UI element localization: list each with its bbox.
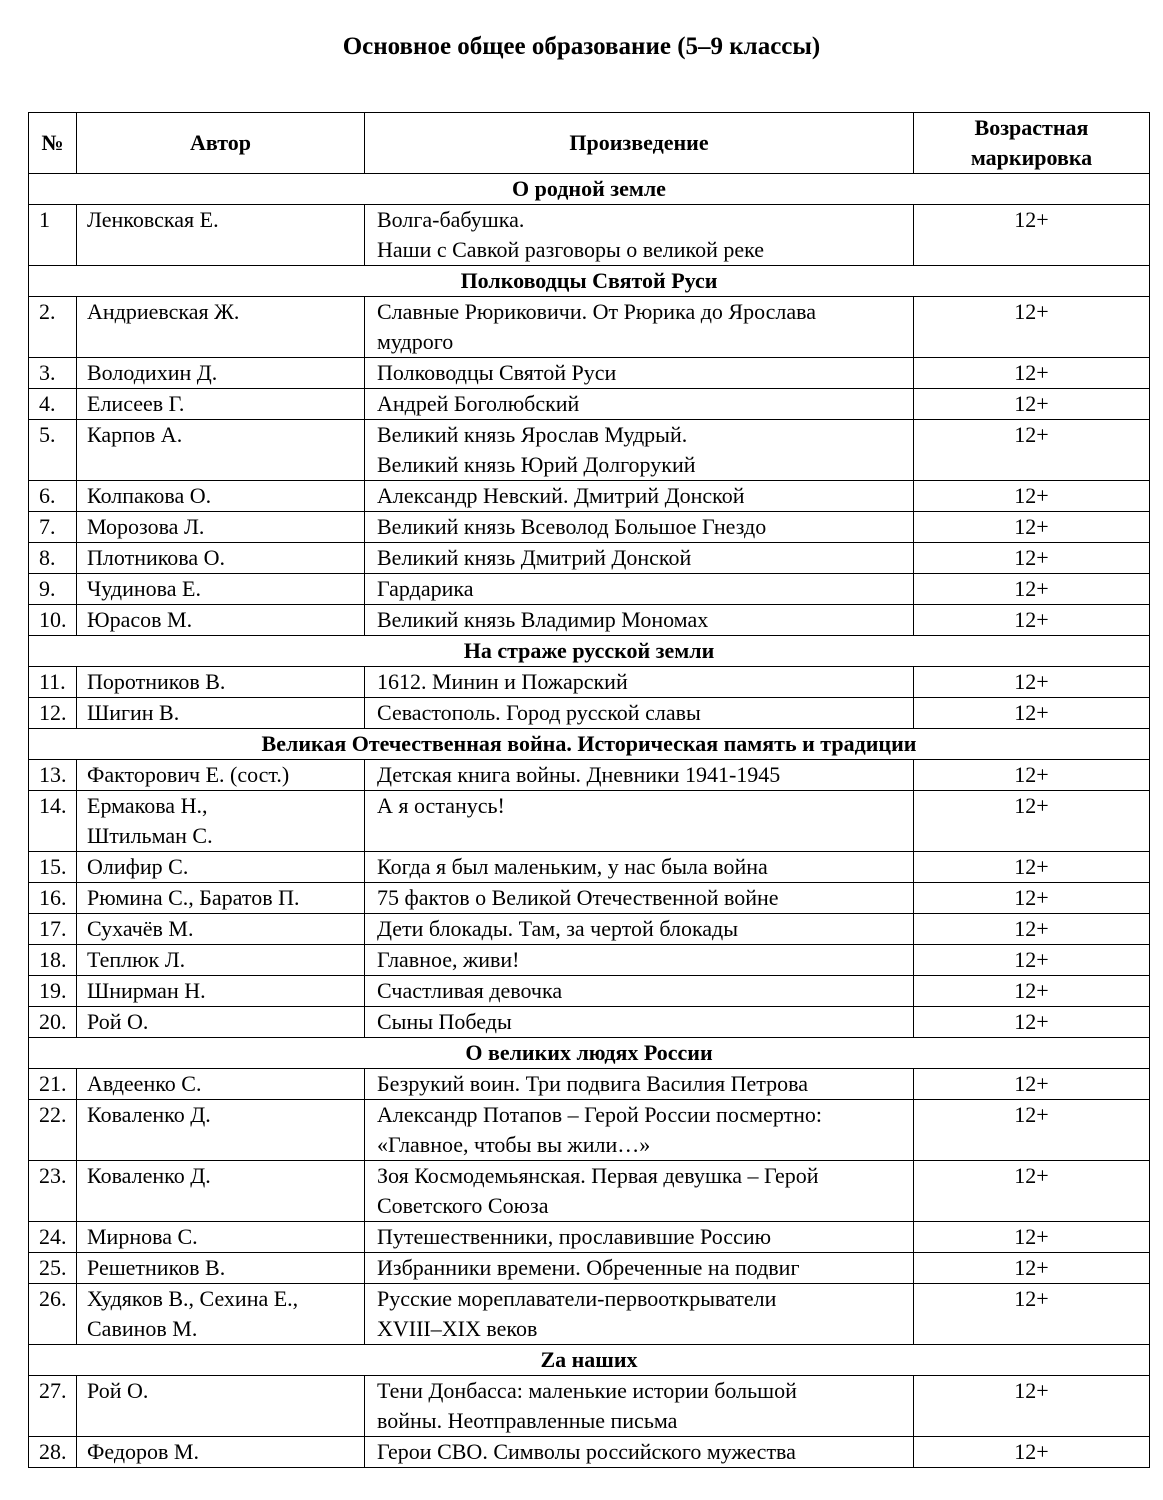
author-line: Авдеенко С. [87,1071,202,1096]
work-cell [365,976,914,1007]
work-line: мудрого [377,329,454,354]
row-number: 19. [29,976,77,1007]
author-line: Морозова Л. [87,514,205,539]
table-row [29,791,1150,852]
table-row [29,945,1150,976]
section-header-row [29,1345,1150,1376]
table-row [29,1069,1150,1100]
work-cell [365,1284,914,1345]
work-line: Главное, живи! [377,947,520,972]
work-line: 1612. Минин и Пожарский [377,669,628,694]
author-line: Коваленко Д. [87,1102,211,1127]
work-line: Севастополь. Город русской славы [377,700,701,725]
age-rating: 12+ [914,945,1150,976]
age-rating: 12+ [914,1007,1150,1038]
author-cell [77,914,365,945]
row-number: 24. [29,1222,77,1253]
work-line: Русские мореплаватели-первооткрыватели [377,1286,777,1311]
work-line: Великий князь Всеволод Большое Гнездо [377,514,767,539]
author-cell [77,852,365,883]
table-row [29,420,1150,481]
author-cell [77,574,365,605]
author-line: Чудинова Е. [87,576,201,601]
work-cell [365,389,914,420]
age-rating: 12+ [914,605,1150,636]
author-line: Худяков В., Сехина Е., [87,1286,299,1311]
work-cell [365,574,914,605]
work-cell [365,512,914,543]
column-header-author: Автор [77,113,365,174]
author-line: Решетников В. [87,1255,226,1280]
age-rating: 12+ [914,698,1150,729]
row-number: 17. [29,914,77,945]
row-number: 1 [29,205,77,266]
age-rating: 12+ [914,976,1150,1007]
work-cell [365,1376,914,1437]
table-row [29,297,1150,358]
age-rating: 12+ [914,543,1150,574]
work-cell [365,1069,914,1100]
work-cell [365,205,914,266]
section-header-row [29,729,1150,760]
table-header-row [29,113,1150,174]
age-rating: 12+ [914,1100,1150,1161]
work-cell [365,1437,914,1468]
author-cell [77,420,365,481]
author-cell [77,1100,365,1161]
row-number: 13. [29,760,77,791]
work-cell [365,481,914,512]
table-row [29,574,1150,605]
section-title: О родной земле [29,174,1150,205]
work-cell [365,791,914,852]
author-line: Рой О. [87,1009,149,1034]
author-line: Теплюк Л. [87,947,186,972]
work-cell [365,1007,914,1038]
table-row [29,976,1150,1007]
table-row [29,389,1150,420]
table-row [29,698,1150,729]
age-rating: 12+ [914,205,1150,266]
author-cell [77,945,365,976]
row-number: 7. [29,512,77,543]
work-line: Гардарика [377,576,474,601]
work-cell [365,1100,914,1161]
author-line: Андриевская Ж. [87,299,240,324]
age-rating: 12+ [914,297,1150,358]
author-cell [77,883,365,914]
table-row [29,543,1150,574]
row-number: 20. [29,1007,77,1038]
author-line: Факторович Е. (сост.) [87,762,290,787]
row-number: 4. [29,389,77,420]
work-line: Волга-бабушка. [377,207,525,232]
author-line: Мирнова С. [87,1224,198,1249]
work-line: 75 фактов о Великой Отечественной войне [377,885,779,910]
work-line: Великий князь Владимир Мономах [377,607,709,632]
age-rating: 12+ [914,1161,1150,1222]
age-rating: 12+ [914,883,1150,914]
table-row [29,1253,1150,1284]
section-title: Zа наших [29,1345,1150,1376]
author-line: Шигин В. [87,700,180,725]
author-cell [77,667,365,698]
author-line: Шнирман Н. [87,978,206,1003]
work-line: войны. Неотправленные письма [377,1408,678,1433]
section-header-row [29,266,1150,297]
row-number: 9. [29,574,77,605]
age-rating: 12+ [914,1376,1150,1437]
table-row [29,1007,1150,1038]
table-row [29,1437,1150,1468]
work-line: Полководцы Святой Руси [377,360,617,385]
author-line: Плотникова О. [87,545,226,570]
work-line: Великий князь Дмитрий Донской [377,545,692,570]
table-row [29,1161,1150,1222]
row-number: 11. [29,667,77,698]
author-line: Рюмина С., Баратов П. [87,885,300,910]
row-number: 26. [29,1284,77,1345]
work-cell [365,605,914,636]
author-cell [77,1161,365,1222]
author-cell [77,698,365,729]
author-cell [77,1069,365,1100]
age-rating: 12+ [914,512,1150,543]
author-line: Ленковская Е. [87,207,219,232]
age-rating: 12+ [914,791,1150,852]
work-cell [365,297,914,358]
author-cell [77,205,365,266]
work-line: Сыны Победы [377,1009,512,1034]
work-line: Когда я был маленьким, у нас была война [377,854,768,879]
work-line: «Главное, чтобы вы жили…» [377,1132,651,1157]
work-cell [365,1253,914,1284]
table-row [29,1376,1150,1437]
author-cell [77,358,365,389]
author-line: Олифир С. [87,854,189,879]
work-cell [365,698,914,729]
table-row [29,358,1150,389]
table-row [29,1100,1150,1161]
work-cell [365,945,914,976]
row-number: 15. [29,852,77,883]
age-rating: 12+ [914,1222,1150,1253]
author-line: Штильман С. [87,823,213,848]
row-number: 27. [29,1376,77,1437]
table-row [29,1222,1150,1253]
section-header-row [29,1038,1150,1069]
age-rating: 12+ [914,667,1150,698]
column-header-age-line-1: Возрастная [974,115,1089,140]
author-line: Федоров М. [87,1439,199,1464]
table-row [29,914,1150,945]
author-line: Колпакова О. [87,483,212,508]
work-line: Александр Невский. Дмитрий Донской [377,483,745,508]
table-row [29,512,1150,543]
age-rating: 12+ [914,914,1150,945]
row-number: 6. [29,481,77,512]
author-cell [77,543,365,574]
table-row [29,481,1150,512]
work-cell [365,1161,914,1222]
table-row [29,605,1150,636]
work-line: Избранники времени. Обреченные на подвиг [377,1255,800,1280]
row-number: 12. [29,698,77,729]
author-cell [77,605,365,636]
author-line: Коваленко Д. [87,1163,211,1188]
author-cell [77,791,365,852]
work-cell [365,543,914,574]
work-line: Счастливая девочка [377,978,563,1003]
work-line: Советского Союза [377,1193,549,1218]
age-rating: 12+ [914,574,1150,605]
row-number: 25. [29,1253,77,1284]
row-number: 5. [29,420,77,481]
author-line: Карпов А. [87,422,183,447]
age-rating: 12+ [914,420,1150,481]
row-number: 14. [29,791,77,852]
author-line: Елисеев Г. [87,391,185,416]
author-cell [77,512,365,543]
row-number: 16. [29,883,77,914]
row-number: 28. [29,1437,77,1468]
work-line: XVIII–XIX веков [377,1316,538,1341]
work-line: Детская книга войны. Дневники 1941-1945 [377,762,781,787]
table-row [29,883,1150,914]
row-number: 21. [29,1069,77,1100]
column-header-age-rating [914,113,1150,174]
table-row [29,1284,1150,1345]
row-number: 23. [29,1161,77,1222]
column-header-work: Произведение [365,113,914,174]
work-line: Герои СВО. Символы российского мужества [377,1439,796,1464]
table-body [29,174,1150,1468]
work-line: А я останусь! [377,793,505,818]
row-number: 8. [29,543,77,574]
work-cell [365,760,914,791]
author-cell [77,1007,365,1038]
row-number: 18. [29,945,77,976]
section-title: На страже русской земли [29,636,1150,667]
age-rating: 12+ [914,1284,1150,1345]
author-cell [77,1222,365,1253]
author-cell [77,1253,365,1284]
author-cell [77,1284,365,1345]
author-cell [77,976,365,1007]
book-list-table [28,112,1150,1468]
section-header-row [29,636,1150,667]
work-cell [365,914,914,945]
row-number: 2. [29,297,77,358]
age-rating: 12+ [914,760,1150,791]
age-rating: 12+ [914,1069,1150,1100]
author-line: Володихин Д. [87,360,218,385]
work-line: Зоя Космодемьянская. Первая девушка – Герой [377,1163,819,1188]
author-line: Юрасов М. [87,607,193,632]
table-row [29,667,1150,698]
work-line: Путешественники, прославившие Россию [377,1224,772,1249]
work-line: Славные Рюриковичи. От Рюрика до Ярослава [377,299,816,324]
work-line: Великий князь Юрий Долгорукий [377,452,696,477]
work-line: Тени Донбасса: маленькие истории большой [377,1378,797,1403]
author-line: Поротников В. [87,669,226,694]
author-line: Савинов М. [87,1316,198,1341]
row-number: 22. [29,1100,77,1161]
table-row [29,852,1150,883]
row-number: 10. [29,605,77,636]
author-cell [77,297,365,358]
table-row [29,205,1150,266]
age-rating: 12+ [914,852,1150,883]
author-cell [77,760,365,791]
work-cell [365,883,914,914]
author-cell [77,481,365,512]
section-title: Великая Отечественная война. Историческая память и традиции [29,729,1150,760]
table-row [29,760,1150,791]
work-line: Александр Потапов – Герой России посмертно: [377,1102,823,1127]
work-cell [365,667,914,698]
work-cell [365,1222,914,1253]
section-title: О великих людях России [29,1038,1150,1069]
work-cell [365,358,914,389]
author-line: Ермакова Н., [87,793,208,818]
author-cell [77,1376,365,1437]
age-rating: 12+ [914,481,1150,512]
page-title: Основное общее образование (5–9 классы) [342,33,821,60]
work-line: Безрукий воин. Три подвига Василия Петрова [377,1071,808,1096]
author-line: Сухачёв М. [87,916,194,941]
column-header-number: № [29,113,77,174]
row-number: 3. [29,358,77,389]
author-line: Рой О. [87,1378,149,1403]
author-cell [77,1437,365,1468]
section-title: Полководцы Святой Руси [29,266,1150,297]
work-line: Дети блокады. Там, за чертой блокады [377,916,739,941]
work-line: Наши с Савкой разговоры о великой реке [377,237,765,262]
work-cell [365,852,914,883]
age-rating: 12+ [914,1253,1150,1284]
column-header-age-line-2: маркировка [970,145,1093,170]
section-header-row [29,174,1150,205]
work-cell [365,420,914,481]
work-line: Андрей Боголюбский [377,391,580,416]
author-cell [77,389,365,420]
work-line: Великий князь Ярослав Мудрый. [377,422,688,447]
age-rating: 12+ [914,389,1150,420]
age-rating: 12+ [914,1437,1150,1468]
age-rating: 12+ [914,358,1150,389]
